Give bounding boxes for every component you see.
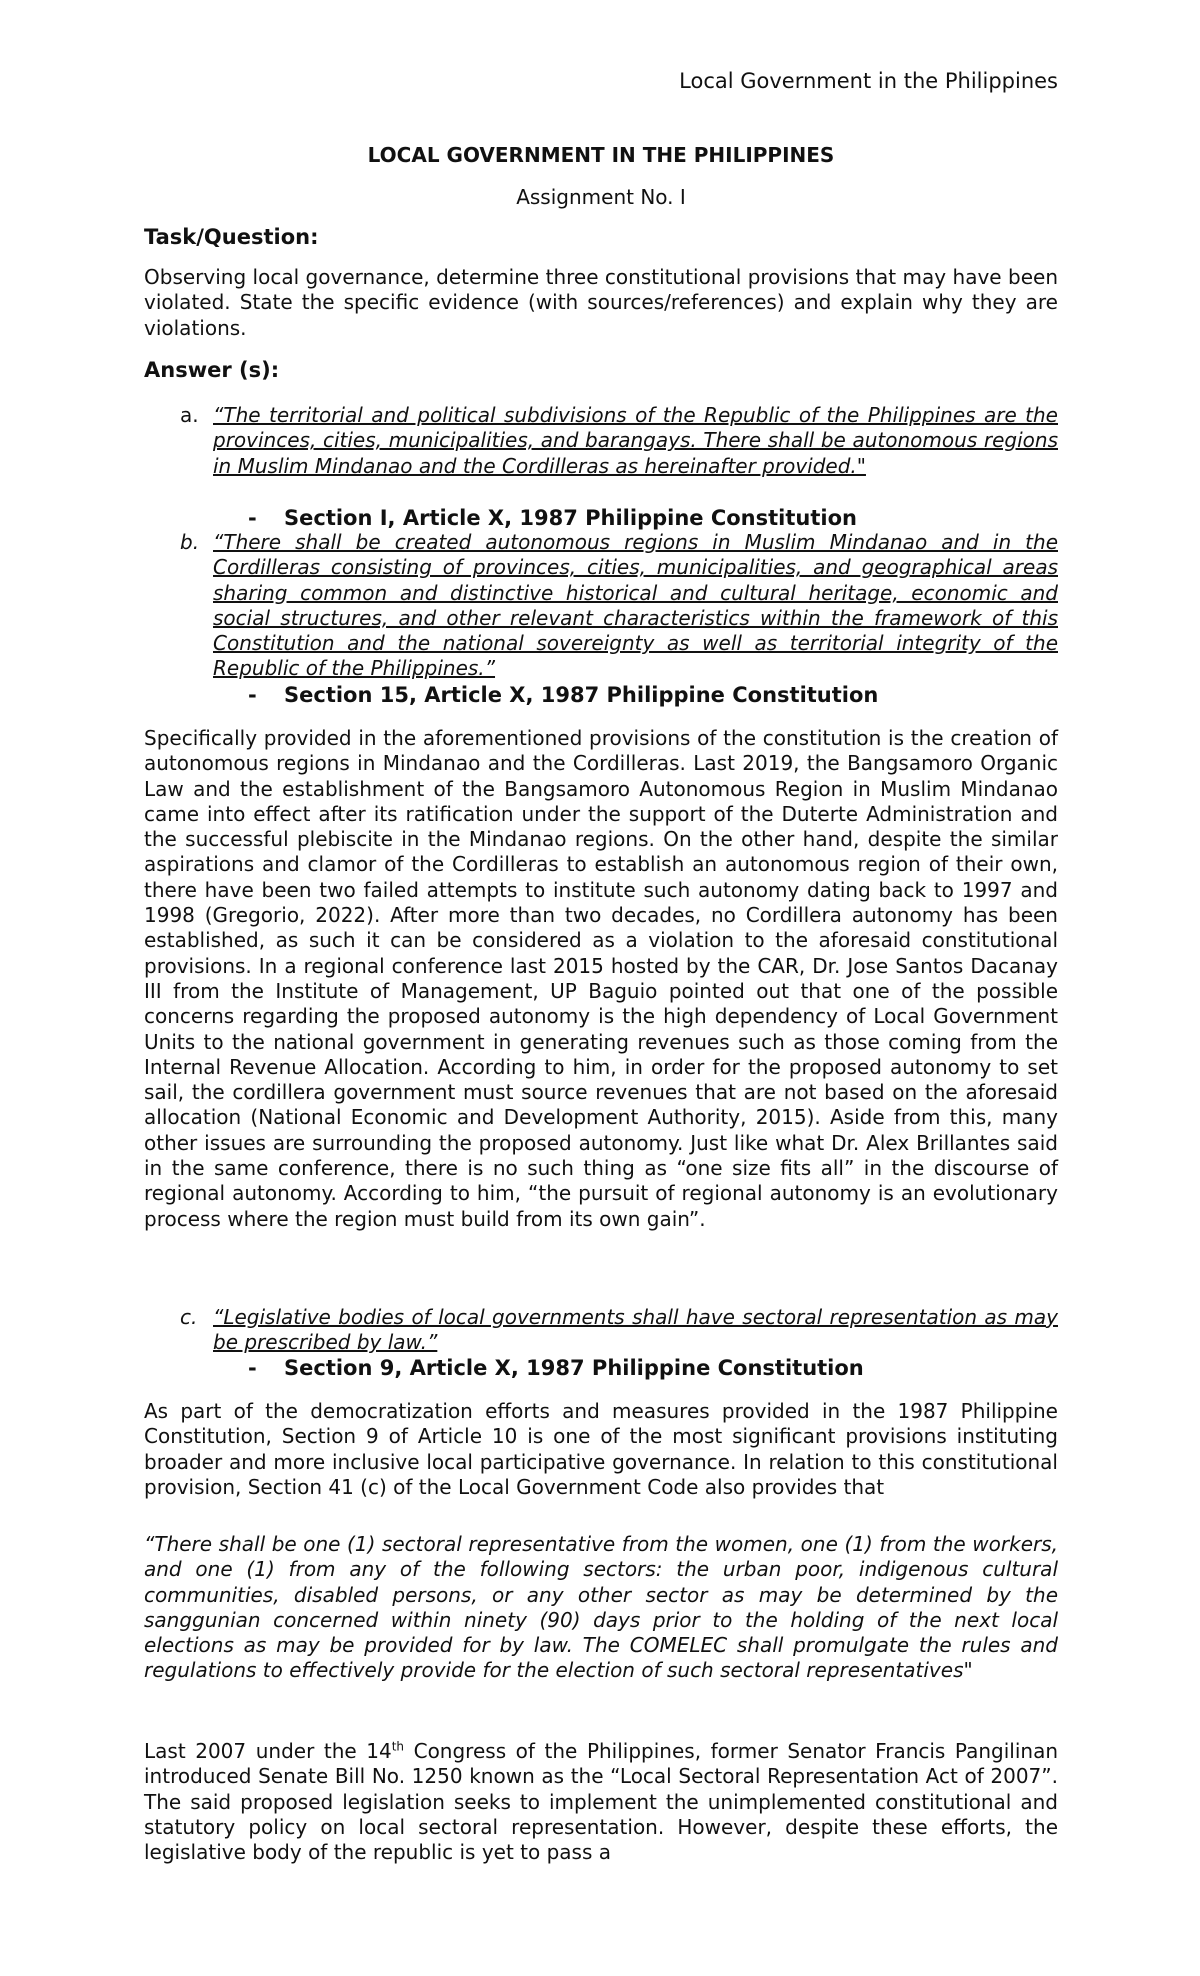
citation-section-15 (248, 682, 878, 708)
citation-dash: - (248, 1356, 257, 1380)
citation-text: Section I, Article X, 1987 Philippine Constitution (284, 506, 857, 530)
senate-bill-text-start: Last 2007 under the 14 (144, 1739, 392, 1763)
democratization-paragraph: As part of the democratization efforts and measures provided in the 1987 Philippine Constitution, Section 9 of Article 10 is one of the most significant provisions instituting broader and more inclusive local participative governance. In relation to this constitutional provision, Section 41 (c) of the Local Government Code also provides that (144, 1399, 1058, 1499)
citation-dash: - (248, 506, 257, 530)
citation-text: Section 15, Article X, 1987 Philippine Constitution (284, 683, 879, 707)
senate-bill-paragraph (144, 1739, 1058, 1865)
lgc-section-41-quote: “There shall be one (1) sectoral representative from the women, one (1) from the workers, and one (1) from any of the following sectors: the urban poor, indigenous cultural communities, disabled persons, or any other sector as may be determined by the sanggunian concerned within ninety (90) days prior to the holding of the next local elections as may be provided for by law. The COMELEC shall promulgate the rules and regulations to effectively provide for the election of such sectoral representatives" (144, 1532, 1058, 1683)
autonomy-paragraph: Specifically provided in the aforementioned provisions of the constitution is the creation of autonomous regions in Mindanao and the Cordilleras. Last 2019, the Bangsamoro Organic Law and the establishment of the Bangsamoro Autonomous Region in Muslim Mindanao came into effect after its ratification under the support of the Duterte Administration and the successful plebiscite in the Mindanao regions. On the other hand, despite the similar aspirations and clamor of the Cordilleras to establish an autonomous region of their own, there have been two failed attempts to institute such autonomy dating back to 1997 and 1998 (Gregorio, 2022). After more than two decades, no Cordillera autonomy has been established, as such it can be considered as a violation to the aforesaid constitutional provisions. In a regional conference last 2015 hosted by the CAR, Dr. Jose Santos Dacanay III from the Institute of Management, UP Baguio pointed out that one of the possible concerns regarding the proposed autonomy is the high dependency of Local Government Units to the national government in generating revenues such as those coming from the Internal Revenue Allocation. According to him, in order for the proposed autonomy to set sail, the cordillera government must source revenues that are not based on the aforesaid allocation (National Economic and Development Authority, 2015). Aside from this, many other issues are surrounding the proposed autonomy. Just like what Dr. Alex Brillantes said in the same conference, there is no such thing as “one size fits all” in the discourse of regional autonomy. According to him, “the pursuit of regional autonomy is an evolutionary process where the region must build from its own gain”. (144, 726, 1058, 1231)
answer-label: Answer (s): (144, 358, 280, 382)
quote-section-15: “There shall be created autonomous regions in Muslim Mindanao and in the Cordilleras consisting of provinces, cities, municipalities, and geographical areas sharing common and distinctive historical and cultural heritage, economic and social structures, and other relevant characteristics within the framework of this Constitution and the national sovereignty as well as territorial integrity of the Republic of the Philippines.” (213, 530, 1058, 681)
citation-section-9 (248, 1355, 864, 1381)
ordinal-suffix: th (391, 1739, 405, 1754)
assignment-number: Assignment No. I (516, 185, 686, 209)
citation-text: Section 9, Article X, 1987 Philippine Constitution (284, 1356, 864, 1380)
quote-section-9: “Legislative bodies of local governments shall have sectoral representation as may be prescribed by law.” (213, 1305, 1058, 1355)
citation-section-1 (248, 505, 857, 531)
running-header: Local Government in the Philippines (679, 69, 1058, 93)
citation-dash: - (248, 683, 257, 707)
senate-bill-text-end: Congress of the Philippines, former Senator Francis Pangilinan introduced Senate Bill No. 1250 known as the “Local Sectoral Representation Act of 2007”. The said proposed legislation seeks to implement the unimplemented constitutional and statutory policy on local sectoral representation. However, despite these efforts, the legislative body of the republic is yet to pass a (144, 1739, 1058, 1865)
item-marker-b: b. (180, 530, 200, 554)
task-text: Observing local governance, determine three constitutional provisions that may have been violated. State the specific evidence (with sources/references) and explain why they are violations. (144, 265, 1058, 340)
item-marker-a: a. (180, 403, 199, 427)
quote-section-1: “The territorial and political subdivisions of the Republic of the Philippines are the provinces, cities, municipalities, and barangays. There shall be autonomous regions in Muslim Mindanao and the Cordilleras as hereinafter provided." (213, 403, 1058, 478)
task-label: Task/Question: (144, 225, 319, 249)
document-title: LOCAL GOVERNMENT IN THE PHILIPPINES (367, 143, 835, 167)
item-marker-c: c. (180, 1305, 198, 1329)
